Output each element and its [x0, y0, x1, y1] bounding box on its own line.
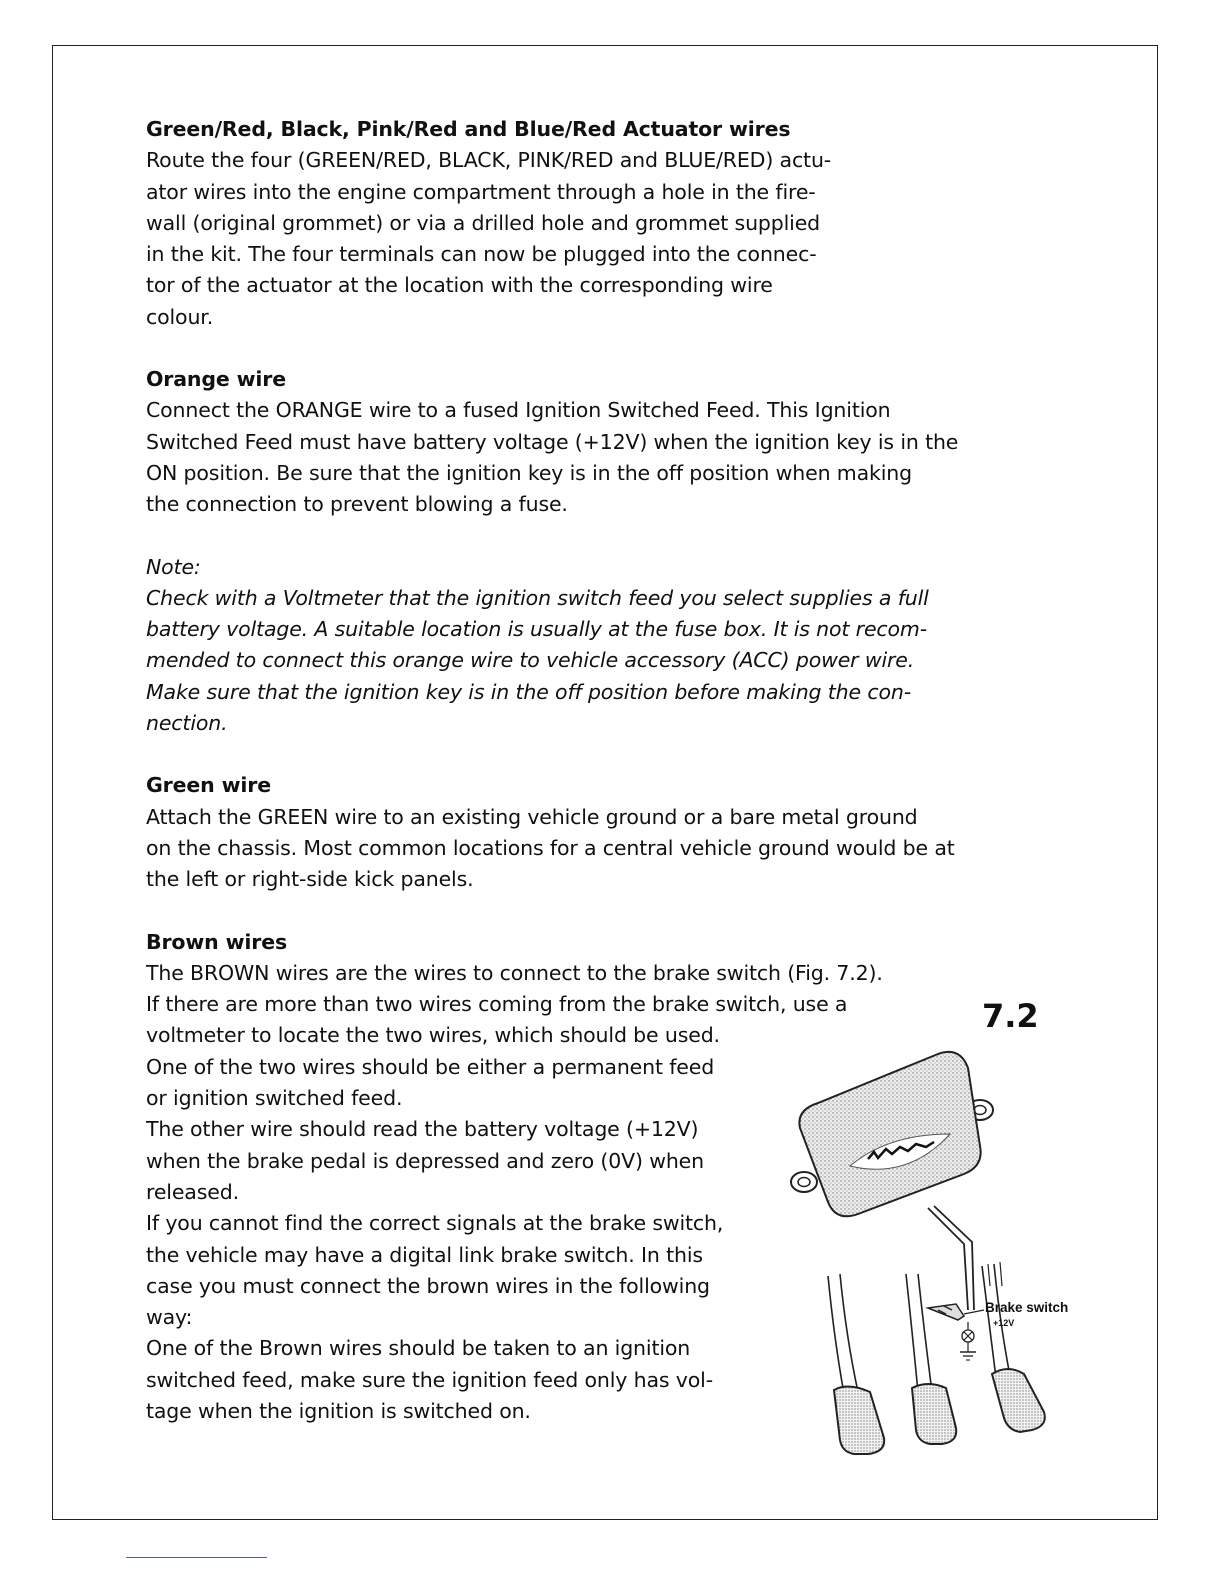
text-line: ator wires into the engine compartment through a hole in the fire-: [146, 179, 816, 204]
text-line: Make sure that the ignition key is in the off position before making the con-: [146, 679, 911, 704]
text-line: when the brake pedal is depressed and zero (0V) when: [146, 1148, 704, 1173]
section-green-wire: [146, 770, 1046, 895]
section-actuator-wires: [146, 114, 1046, 333]
text-line: If you cannot find the correct signals at the brake switch,: [146, 1211, 724, 1236]
text-line: battery voltage. A suitable location is usually at the fuse box. It is not recom-: [146, 617, 927, 642]
text-line: mended to connect this orange wire to vehicle accessory (ACC) power wire.: [146, 648, 915, 673]
brake-pedal-illustration-icon: [788, 1048, 1088, 1458]
text-line: released.: [146, 1179, 239, 1204]
text-line: way:: [146, 1305, 193, 1330]
text-line: Attach the GREEN wire to an existing vehicle ground or a bare metal ground: [146, 804, 918, 829]
text-line: on the chassis. Most common locations for a central vehicle ground would be at: [146, 835, 955, 860]
section-orange-wire: [146, 364, 1046, 520]
text-line: colour.: [146, 304, 214, 329]
text-line: or ignition switched feed.: [146, 1086, 403, 1111]
section-heading: Brown wires: [146, 929, 288, 954]
section-heading: Green wire: [146, 773, 271, 798]
text-line: the left or right-side kick panels.: [146, 867, 474, 892]
text-line: ON position. Be sure that the ignition key is in the off position when making: [146, 460, 912, 485]
text-line: the connection to prevent blowing a fuse.: [146, 492, 568, 517]
text-line: Switched Feed must have battery voltage (+12V) when the ignition key is in the: [146, 429, 959, 454]
text-line: tage when the ignition is switched on.: [146, 1398, 531, 1423]
section-heading: Orange wire: [146, 367, 287, 392]
text-line: The other wire should read the battery voltage (+12V): [146, 1117, 699, 1142]
text-line: One of the two wires should be either a permanent feed: [146, 1054, 715, 1079]
text-line: voltmeter to locate the two wires, which should be used.: [146, 1023, 720, 1048]
note-heading: Note:: [146, 554, 201, 579]
section-note: [146, 552, 1046, 740]
text-line: nection.: [146, 711, 228, 736]
section-heading: Green/Red, Black, Pink/Red and Blue/Red Actuator wires: [146, 117, 791, 141]
text-line: wall (original grommet) or via a drilled hole and grommet supplied: [146, 210, 821, 235]
footer-rule: [126, 1557, 267, 1558]
text-line: in the kit. The four terminals can now be plugged into the connec-: [146, 242, 817, 267]
text-line: If there are more than two wires coming from the brake switch, use a: [146, 992, 848, 1017]
text-line: tor of the actuator at the location with the corresponding wire: [146, 273, 773, 298]
text-line: case you must connect the brown wires in the following: [146, 1273, 710, 1298]
figure-number: 7.2: [982, 997, 1039, 1035]
text-line: Route the four (GREEN/RED, BLACK, PINK/RED and BLUE/RED) actu-: [146, 148, 832, 173]
text-line: the vehicle may have a digital link brake switch. In this: [146, 1242, 703, 1267]
text-line: The BROWN wires are the wires to connect to the brake switch (Fig. 7.2).: [146, 960, 883, 985]
text-line: One of the Brown wires should be taken to an ignition: [146, 1336, 691, 1361]
voltage-callout: +12V: [993, 1318, 1015, 1328]
text-line: Check with a Voltmeter that the ignition switch feed you select supplies a full: [146, 585, 929, 610]
brake-switch-callout: Brake switch: [985, 1300, 1069, 1315]
text-line: Connect the ORANGE wire to a fused Ignition Switched Feed. This Ignition: [146, 398, 891, 423]
text-line: switched feed, make sure the ignition feed only has vol-: [146, 1367, 713, 1392]
